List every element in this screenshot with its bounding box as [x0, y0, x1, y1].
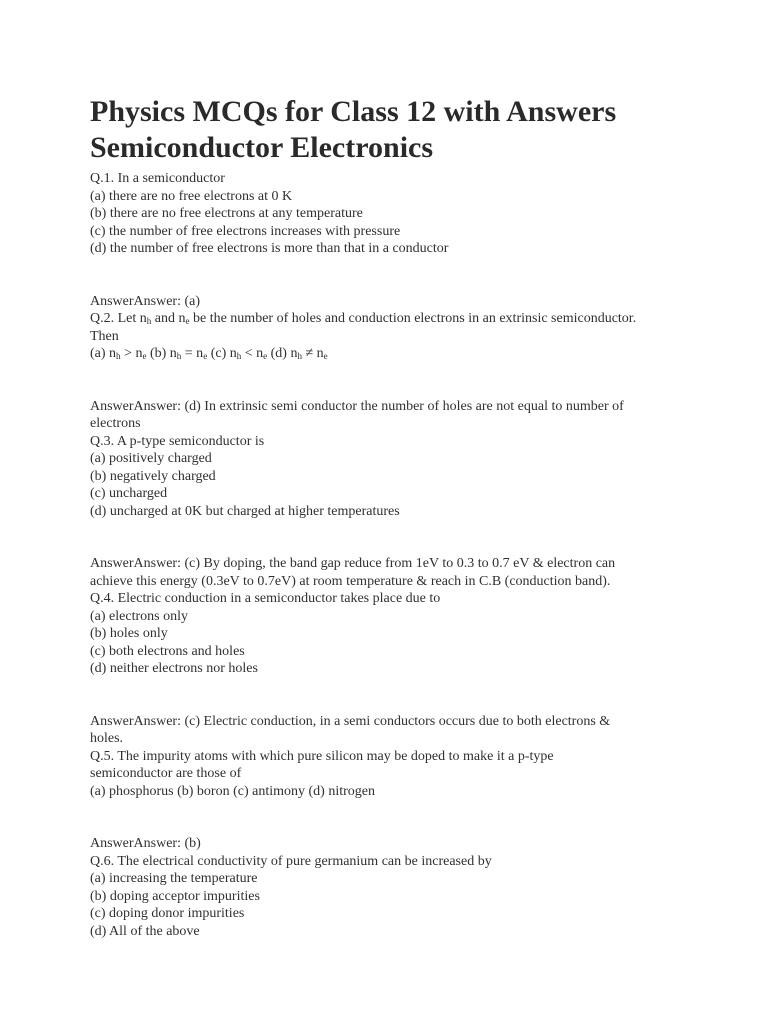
option-a: (a) there are no free electrons at 0 K	[90, 188, 293, 204]
document-page	[90, 94, 710, 940]
page-title	[90, 94, 710, 166]
question-text: Q.2. Let $n_h$ and $n_e$ be the number of holes and conduction electrons in an extrinsic semiconductor.	[90, 311, 637, 326]
option-c: (c) both electrons and holes	[90, 643, 245, 659]
question-text: Q.4. Electric conduction in a semiconductor takes place due to	[90, 591, 441, 606]
question-block-4	[90, 590, 710, 748]
answer-text: AnswerAnswer: (b)	[90, 836, 201, 851]
question-text: Q.1. In a semiconductor	[90, 171, 225, 186]
answer-text: AnswerAnswer: (c) Electric conduction, in a semi conductors occurs due to both electrons &	[90, 713, 611, 729]
option-c: (c) uncharged	[90, 486, 168, 501]
answer-text-cont: achieve this energy (0.3eV to 0.7eV) at room temperature & reach in C.B (conduction band).	[90, 573, 611, 589]
question-text-cont: Then	[90, 328, 119, 344]
question-text-cont: semiconductor are those of	[90, 766, 242, 781]
question-block-5	[90, 748, 710, 853]
option-b: (b) there are no free electrons at any temperature	[90, 206, 363, 221]
question-text: Q.6. The electrical conductivity of pure germanium can be increased by	[90, 853, 492, 869]
answer-text-cont: holes.	[90, 731, 124, 746]
question-text: Q.3. A p-type semiconductor is	[90, 433, 265, 449]
title-line-1: Physics MCQs for Class 12 with Answers	[90, 95, 617, 128]
option-b: (b) holes only	[90, 626, 168, 641]
answer-text: AnswerAnswer: (a)	[90, 293, 201, 309]
option-d: (d) All of the above	[90, 923, 200, 939]
option-a: (a) positively charged	[90, 451, 212, 466]
answer-text: AnswerAnswer: (d) In extrinsic semi conductor the number of holes are not equal to number of	[90, 398, 624, 414]
option-c: (c) doping donor impurities	[90, 906, 245, 921]
option-d: (d) neither electrons nor holes	[90, 661, 258, 676]
question-block-3	[90, 433, 710, 591]
question-block-2	[90, 310, 710, 433]
option-b: (b) doping acceptor impurities	[90, 888, 260, 904]
option-d: (d) the number of free electrons is more than that in a conductor	[90, 241, 449, 256]
option-c: (c) the number of free electrons increases with pressure	[90, 223, 401, 239]
question-text: Q.5. The impurity atoms with which pure silicon may be doped to make it a p-type	[90, 748, 554, 764]
options-line: (a) $n_h > n_e$ (b) $n_h = n_e$ (c) $n_h < n_e$ (d) $n_h \ne n_e$	[90, 346, 328, 361]
option-d: (d) uncharged at 0K but charged at higher temperatures	[90, 503, 400, 519]
option-b: (b) negatively charged	[90, 468, 216, 484]
option-a: (a) electrons only	[90, 608, 188, 624]
question-block-6	[90, 853, 710, 941]
answer-text-cont: electrons	[90, 416, 141, 431]
title-line-2: Semiconductor Electronics	[90, 131, 434, 164]
options-line: (a) phosphorus (b) boron (c) antimony (d) nitrogen	[90, 783, 375, 799]
answer-text: AnswerAnswer: (c) By doping, the band gap reduce from 1eV to 0.3 to 0.7 eV & electron can	[90, 556, 616, 571]
question-block-1	[90, 170, 710, 310]
option-a: (a) increasing the temperature	[90, 871, 258, 886]
